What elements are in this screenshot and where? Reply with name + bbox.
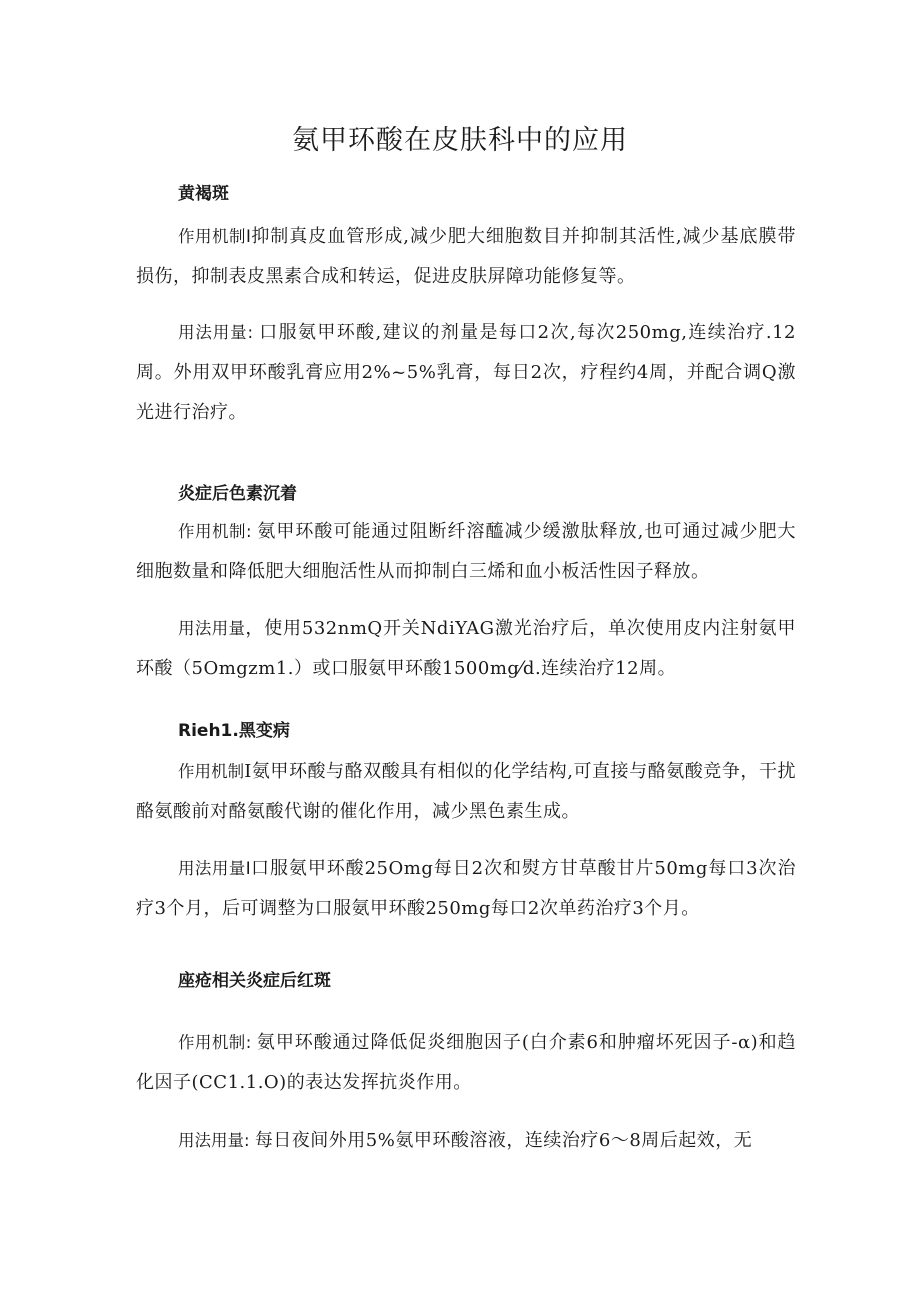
mechanism-label: 作用机制: xyxy=(178,1033,257,1052)
mechanism-text: 抑制真皮血管形成,减少肥大细胞数目并抑制其活性,减少基底膜带损伤，抑制表皮黑素合成和转运，促进皮肤屏障功能修复等。 xyxy=(136,226,796,287)
mechanism-text: I氨甲环酸与酪双酸具有相似的化学结构,可直接与酪氨酸竞争，干扰酪氨酸前对酪氨酸代谢的催化作用，减少黑色素生成。 xyxy=(136,761,796,822)
mechanism-label: 作用机制I xyxy=(178,227,251,246)
mechanism-paragraph xyxy=(136,217,796,297)
section-heading: Rieh1.黑变病 xyxy=(178,721,290,741)
usage-paragraph xyxy=(136,313,796,433)
mechanism-paragraph xyxy=(136,752,796,832)
usage-text: 口服氨甲环酸25Omg每日2次和熨方甘草酸甘片50mg每口3次治疗3个月，后可调整为口服氨甲环酸250mg每口2次单药治疗3个月。 xyxy=(136,858,796,919)
section-heading: 炎症后色素沉着 xyxy=(178,484,297,504)
mechanism-paragraph xyxy=(136,512,796,592)
usage-label: 用法用量: xyxy=(178,1131,255,1150)
usage-label: 用法用量: xyxy=(178,323,260,342)
mechanism-text: 氨甲环酸通过降低促炎细胞因子(白介素6和肿瘤坏死因子-α)和趋化因子(CC1.1.O)的表达发挥抗炎作用。 xyxy=(136,1032,796,1093)
usage-text: 口服氨甲环酸,建议的剂量是每口2次,每次250mg,连续治疗.12周。外用双甲环酸乳膏应用2%~5%乳膏，每日2次，疗程约4周，并配合调Q激光进行治疗。 xyxy=(136,322,796,423)
mechanism-paragraph xyxy=(136,1023,796,1103)
usage-paragraph xyxy=(136,849,796,929)
usage-label: 用法用量I xyxy=(178,859,251,878)
mechanism-label: 作用机制 xyxy=(178,762,245,781)
document-title: 氨甲环酸在皮肤科中的应用 xyxy=(292,125,628,156)
section-heading: 座疮相关炎症后红斑 xyxy=(178,971,331,991)
usage-paragraph xyxy=(136,609,796,689)
mechanism-text: 氨甲环酸可能通过阻断纤溶醯减少缓激肽释放,也可通过减少肥大细胞数量和降低肥大细胞活性从而抑制白三烯和血小板活性因子释放。 xyxy=(136,521,796,582)
usage-paragraph xyxy=(136,1121,796,1161)
usage-text: ，使用532nmQ开关NdiYAG激光治疗后，单次使用皮内注射氨甲环酸（5Omgzm1.）或口服氨甲环酸1500mg⁄d.连续治疗12周。 xyxy=(136,618,796,679)
usage-text: 每日夜间外用5%氨甲环酸溶液，连续治疗6～8周后起效，无 xyxy=(254,1130,753,1151)
usage-label: 用法用量 xyxy=(178,619,246,638)
mechanism-label: 作用机制: xyxy=(178,522,258,541)
section-heading: 黄褐斑 xyxy=(178,184,229,204)
